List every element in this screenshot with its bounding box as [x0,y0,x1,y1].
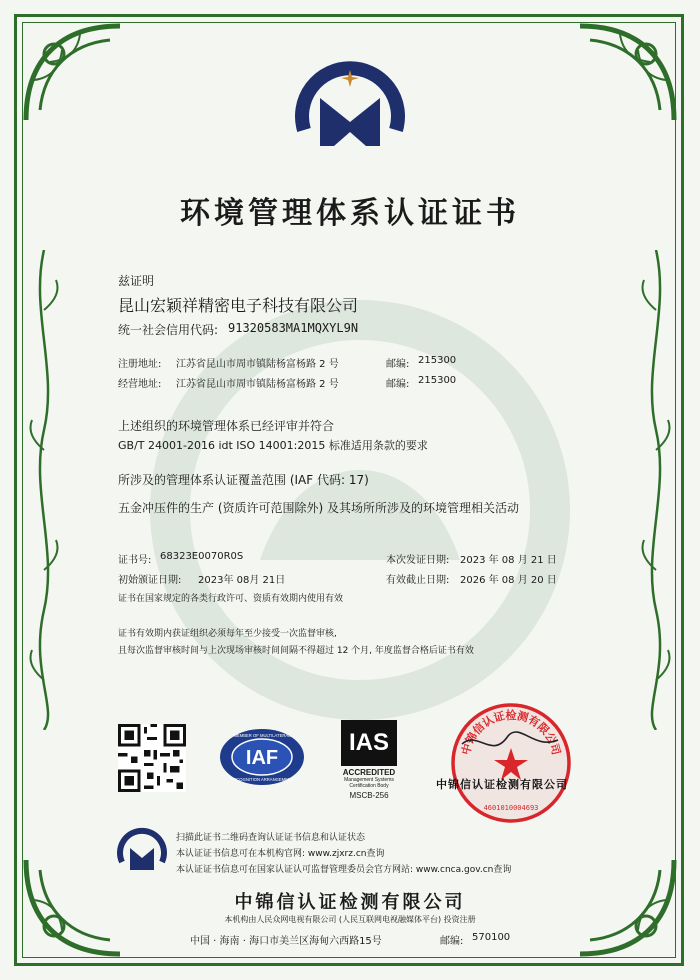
footer-address: 中国 · 海南 · 海口市美兰区海甸六西路15号 [190,936,382,947]
info-line-3: 本认证证书信息可在国家认证认可监督管理委员会官方网站: www.cnca.gov.cn查询 [176,865,512,875]
company-name: 昆山宏颖祥精密电子科技有限公司 [118,296,359,315]
footer-body-logo [116,826,168,874]
expiry-date-label: 有效截止日期: [386,575,450,586]
certification-body-logo [290,50,410,160]
certificate-title: 环境管理体系认证证书 [180,196,520,231]
ias-code: MSCB-256 [349,791,389,800]
business-address-label: 经营地址: [118,379,162,390]
left-vine-ornament [26,250,62,730]
corner-ornament-top-right [570,20,680,130]
initial-date-value: 2023年 08月 21日 [198,575,286,586]
surveillance-line-2: 且每次监督审核时间与上次现场审核时间间隔不得超过 12 个月, 年度监督合格后证书有效 [118,646,474,656]
company-seal-stamp [448,700,574,826]
surveillance-line-1: 证书有效期内获证组织必须每年至少接受一次监督审核, [118,629,337,639]
issue-date-label: 本次发证日期: [386,555,450,566]
certificate-number-label: 证书号: [118,555,152,566]
iaf-ring-top-text: MEMBER OF MULTILATERAL [233,733,291,738]
scope-label: 所涉及的管理体系认证覆盖范围 (IAF 代码: 17) [118,473,369,487]
corner-ornament-top-left [20,20,130,130]
ias-accreditation-logo [341,720,397,808]
business-postcode-value: 215300 [418,375,457,386]
qr-code[interactable] [118,724,186,792]
expiry-date-value: 2026 年 08 月 20 日 [460,575,557,586]
business-address-value: 江苏省昆山市周市镇陆杨富杨路 2 号 [176,379,339,390]
credit-code-value: 91320583MA1MQXYL9N [228,321,359,335]
info-line-2: 本认证证书信息可在本机构官网: www.zjxrz.cn查询 [176,849,385,859]
footer-postcode-label: 邮编: [440,936,464,947]
footer-registration-note: 本机构由人民众网电视有限公司 (人民互联网电视融媒体平台) 投资注册 [224,915,476,924]
footer-company-name: 中锦信认证检测有限公司 [234,892,466,913]
registered-address-label: 注册地址: [118,359,162,370]
seal-bottom-text: 中锦信认证检测有限公司 [436,778,568,791]
scope-text: 五金冲压件的生产 (资质许可范围除外) 及其场所所涉及的环境管理相关活动 [118,501,519,515]
business-postcode-label: 邮编: [386,379,410,390]
validity-note: 证书在国家规定的各类行政许可、资质有效期内使用有效 [118,594,344,604]
seal-number-text: 4601010004693 [483,804,539,812]
info-line-1: 扫描此证书二维码查询认证证书信息和认证状态 [176,833,366,843]
issue-date-value: 2023 年 08 月 21 日 [460,555,557,566]
credit-code-label: 统一社会信用代码: [118,323,219,337]
right-vine-ornament [638,250,674,730]
ias-line-2: Management Systems [344,777,394,783]
iaf-ring-bottom-text: RECOGNITION ARRANGEMENT [230,777,294,782]
ias-line-3: Certification Body [349,783,389,789]
registered-postcode-value: 215300 [418,355,457,366]
footer-postcode-value: 570100 [472,932,511,943]
iaf-logo [218,727,306,787]
conformity-line-1: 上述组织的环境管理体系已经评审并符合 [118,419,335,433]
iaf-logo-text: IAF [245,747,279,769]
registered-address-value: 江苏省昆山市周市镇陆杨富杨路 2 号 [176,359,339,370]
certificate-number-value: 68323E0070R0S [160,551,244,562]
conformity-line-2: GB/T 24001-2016 idt ISO 14001:2015 标准适用条款的要求 [118,439,428,452]
ias-logo-text: IAS [341,720,397,766]
registered-postcode-label: 邮编: [386,359,410,370]
ias-accredited-text: ACCREDITED [342,768,396,777]
intro-text: 兹证明 [118,274,155,288]
seal-arc-text: 中锦信认证检测有限公司 [459,708,563,757]
initial-date-label: 初始颁证日期: [118,575,182,586]
